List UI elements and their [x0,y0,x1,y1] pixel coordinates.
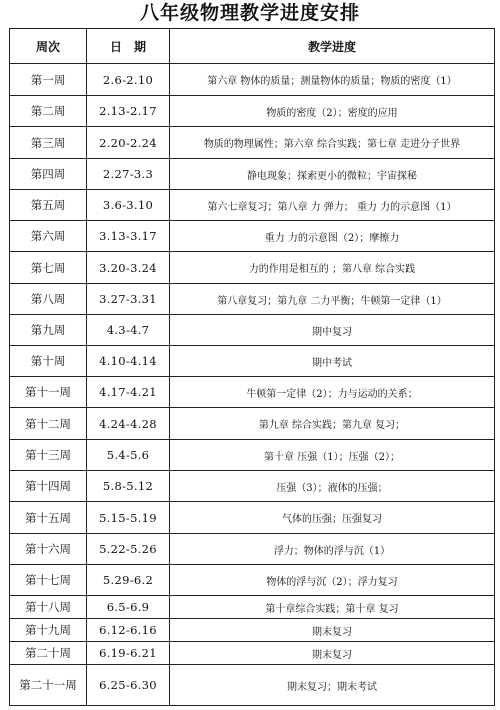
table-row [10,440,495,471]
progress-cell: 第十章综合实践；第十章 复习 [170,596,495,619]
date-cell: 2.13-2.17 [87,96,170,127]
page-title: 八年级物理教学进度安排 [139,2,360,24]
week-cell: 第七周 [10,252,87,284]
table-row [10,596,495,619]
date-cell: 4.17-4.21 [87,377,170,408]
week-cell: 第十五周 [10,502,87,534]
table-row [10,534,495,565]
table-row [10,252,495,284]
table-row [10,64,495,96]
week-cell: 第六周 [10,221,87,252]
date-cell: 3.13-3.17 [87,221,170,252]
week-cell: 第十三周 [10,440,87,471]
date-cell: 5.4-5.6 [87,440,170,471]
schedule-table [9,28,495,706]
date-cell: 6.5-6.9 [87,596,170,619]
date-cell: 3.6-3.10 [87,190,170,221]
table-row [10,408,495,440]
date-cell: 4.3-4.7 [87,315,170,346]
date-cell: 6.12-6.16 [87,619,170,642]
table-row [10,642,495,665]
table-row [10,346,495,377]
week-cell: 第八周 [10,284,87,315]
schedule-body [10,64,495,706]
date-cell: 3.27-3.31 [87,284,170,315]
week-cell: 第二十周 [10,642,87,665]
date-cell: 5.29-6.2 [87,565,170,596]
week-cell: 第十一周 [10,377,87,408]
header-date: 日 期 [87,29,170,64]
table-row [10,565,495,596]
date-cell: 5.8-5.12 [87,471,170,502]
table-row [10,159,495,190]
progress-cell: 静电现象；探索更小的微粒；宇宙探秘 [170,159,495,190]
progress-cell: 第九章 综合实践；第九章 复习； [170,408,495,440]
week-cell: 第十七周 [10,565,87,596]
progress-cell: 第十章 压强（1）；压强（2）； [170,440,495,471]
progress-cell: 牛顿第一定律（2）；力与运动的关系； [170,377,495,408]
progress-cell: 气体的压强；压强复习 [170,502,495,534]
table-row [10,221,495,252]
table-row [10,190,495,221]
progress-cell: 物体的浮与沉（2）；浮力复习 [170,565,495,596]
table-row [10,619,495,642]
week-cell: 第十二周 [10,408,87,440]
week-cell: 第四周 [10,159,87,190]
date-cell: 2.20-2.24 [87,127,170,159]
date-cell: 2.27-3.3 [87,159,170,190]
table-row [10,127,495,159]
header-week: 周次 [10,29,87,64]
progress-cell: 第六七章复习；第八章 力 弹力； 重力 力的示意图（1） [170,190,495,221]
week-cell: 第九周 [10,315,87,346]
date-cell: 5.22-5.26 [87,534,170,565]
week-cell: 第三周 [10,127,87,159]
progress-cell: 期中考试 [170,346,495,377]
progress-cell: 物质的物理属性；第六章 综合实践；第七章 走进分子世界 [170,127,495,159]
table-row [10,315,495,346]
date-cell: 2.6-2.10 [87,64,170,96]
week-cell: 第十九周 [10,619,87,642]
week-cell: 第十六周 [10,534,87,565]
progress-cell: 第六章 物体的质量；测量物体的质量；物质的密度（1） [170,64,495,96]
progress-cell: 重力 力的示意图（2）；摩擦力 [170,221,495,252]
date-cell: 6.19-6.21 [87,642,170,665]
week-cell: 第二周 [10,96,87,127]
week-cell: 第一周 [10,64,87,96]
progress-cell: 物质的密度（2）；密度的应用 [170,96,495,127]
date-cell: 3.20-3.24 [87,252,170,284]
table-row [10,502,495,534]
progress-cell: 第八章复习；第九章 二力平衡；牛顿第一定律（1） [170,284,495,315]
progress-cell: 压强（3）；液体的压强； [170,471,495,502]
week-cell: 第二十一周 [10,665,87,706]
date-cell: 4.24-4.28 [87,408,170,440]
table-row [10,665,495,706]
date-cell: 4.10-4.14 [87,346,170,377]
progress-cell: 期末复习 [170,642,495,665]
progress-cell: 期末复习；期末考试 [170,665,495,706]
progress-cell: 力的作用是相互的 ；第八章 综合实践 [170,252,495,284]
progress-cell: 期中复习 [170,315,495,346]
week-cell: 第十八周 [10,596,87,619]
table-row [10,377,495,408]
week-cell: 第十四周 [10,471,87,502]
progress-cell: 期末复习 [170,619,495,642]
table-row [10,96,495,127]
week-cell: 第十周 [10,346,87,377]
table-row [10,284,495,315]
header-row [10,29,495,64]
date-cell: 6.25-6.30 [87,665,170,706]
week-cell: 第五周 [10,190,87,221]
date-cell: 5.15-5.19 [87,502,170,534]
header-progress: 教学进度 [170,29,495,64]
progress-cell: 浮力；物体的浮与沉（1） [170,534,495,565]
table-row [10,471,495,502]
